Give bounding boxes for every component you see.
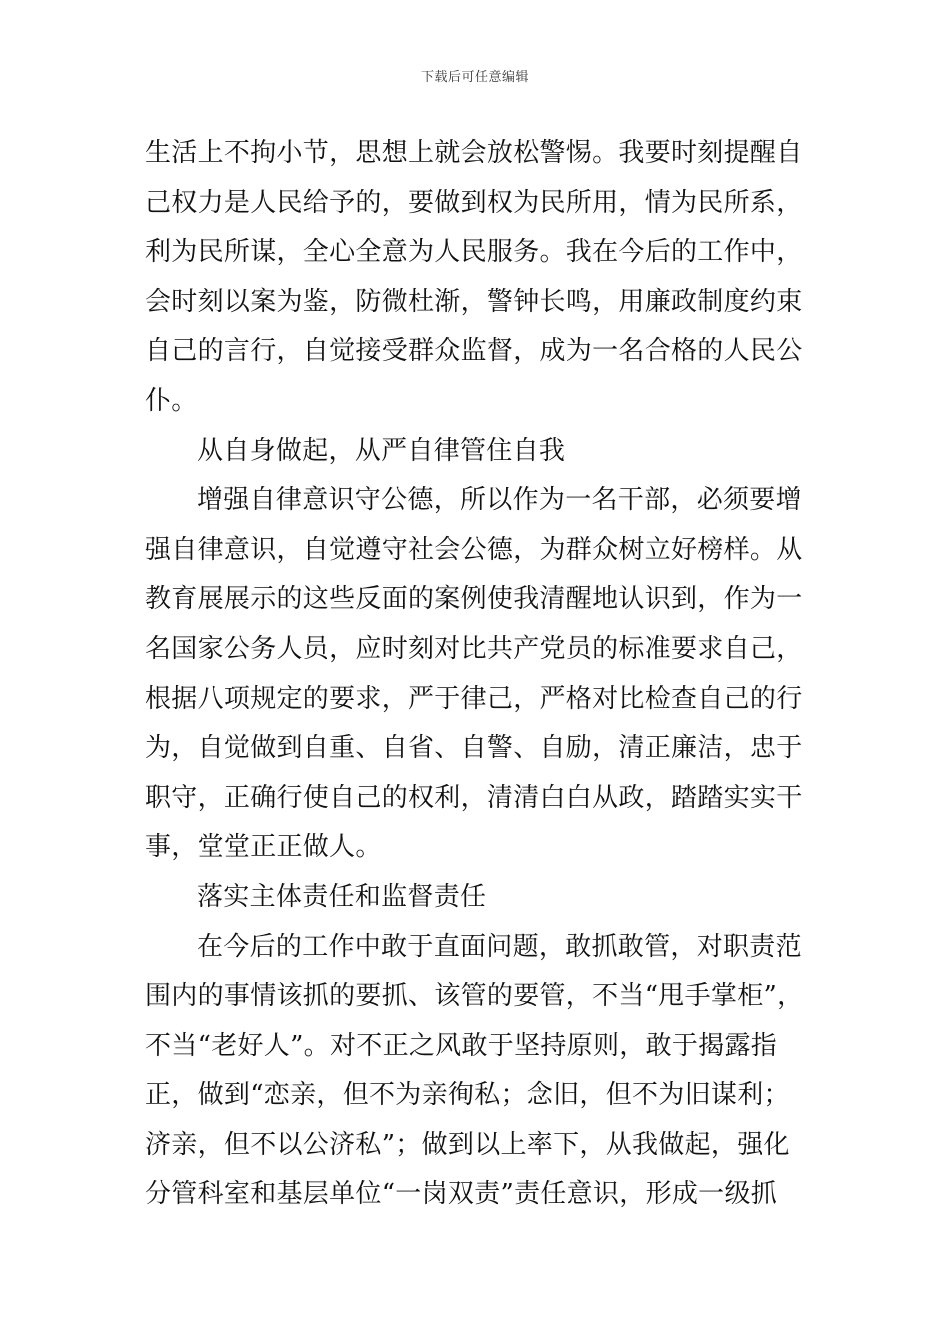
text-line: 名国家公务人员，应时刻对比共产党员的标准要求自己， [145, 633, 803, 664]
page-header: 下载后可任意编辑 [420, 70, 529, 85]
paragraph-start-line: 增强自律意识守公德，所以作为一名干部，必须要增 [197, 485, 802, 516]
paragraph-start-line: 落实主体责任和监督责任 [197, 881, 487, 912]
text-line: 会时刻以案为鉴，防微杜渐，警钟长鸣，用廉政制度约束 [145, 286, 803, 317]
text-line: 事，堂堂正正做人。 [145, 832, 382, 863]
text-line: 正，做到“恋亲，但不为亲徇私；念旧，但不为旧谋利； [145, 1080, 790, 1111]
text-line: 济亲，但不以公济私”；做到以上率下，从我做起，强化 [145, 1129, 790, 1160]
text-line: 分管科室和基层单位“一岗双责”责任意识，形成一级抓 [145, 1179, 778, 1210]
text-line: 职守，正确行使自己的权利，清清白白从政，踏踏实实干 [145, 782, 803, 813]
text-line: 强自律意识，自觉遵守社会公德，为群众树立好榜样。从 [145, 534, 803, 565]
text-line: 教育展展示的这些反面的案例使我清醒地认识到，作为一 [145, 584, 803, 615]
text-line: 己权力是人民给予的，要做到权为民所用，情为民所系， [145, 187, 803, 218]
text-line: 自己的言行，自觉接受群众监督，成为一名合格的人民公 [145, 336, 803, 367]
paragraph-start-line: 从自身做起，从严自律管住自我 [197, 435, 566, 466]
text-line: 生活上不拘小节，思想上就会放松警惕。我要时刻提醒自 [145, 138, 803, 168]
text-line: 利为民所谋，全心全意为人民服务。我在今后的工作中， [145, 237, 803, 268]
paragraph-start-line: 在今后的工作中敢于直面问题，敢抓敢管，对职责范 [197, 931, 802, 962]
text-line: 不当“老好人”。对不正之风敢于坚持原则，敢于揭露指 [145, 1030, 778, 1061]
document-body [145, 129, 804, 1220]
text-line: 根据八项规定的要求，严于律己，严格对比检查自己的行 [145, 683, 803, 714]
text-line: 围内的事情该抓的要抓、该管的要管，不当“甩手掌柜”， [145, 981, 804, 1012]
text-line: 仆。 [145, 385, 198, 416]
text-line: 为，自觉做到自重、自省、自警、自励，清正廉洁，忠于 [145, 733, 803, 764]
